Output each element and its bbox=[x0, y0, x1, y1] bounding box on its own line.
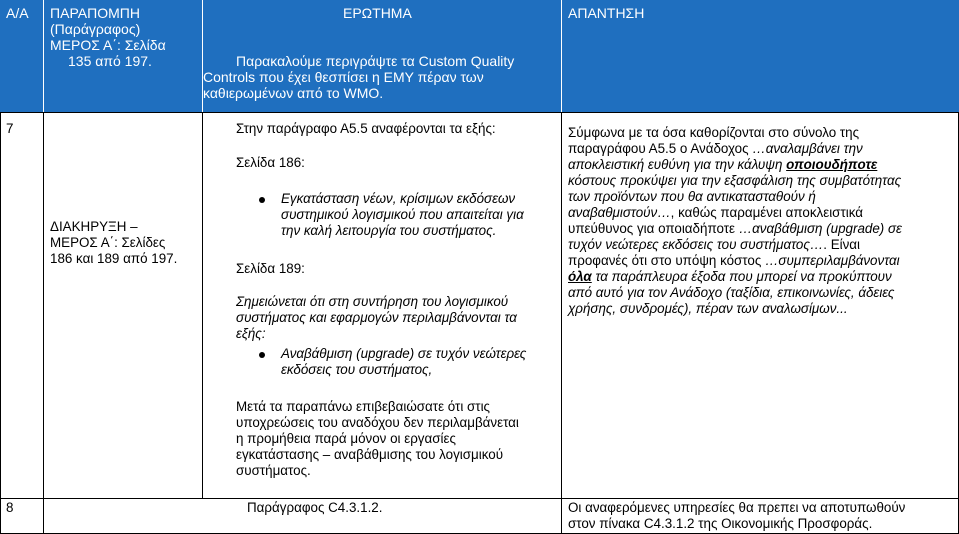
table-border bbox=[0, 112, 959, 113]
table-border bbox=[0, 112, 1, 534]
table-border bbox=[0, 498, 959, 499]
header-aa: Α/Α bbox=[6, 5, 29, 21]
header-question: ΕΡΩΤΗΜΑ bbox=[343, 5, 412, 21]
header-divider bbox=[43, 0, 44, 112]
header-answer: ΑΠΑΝΤΗΣΗ bbox=[568, 5, 645, 21]
table-border bbox=[43, 112, 44, 534]
table-border bbox=[561, 112, 562, 534]
row8-ref: Παράγραφος C4.3.1.2. bbox=[247, 500, 383, 515]
table-border bbox=[202, 112, 203, 498]
bullet-icon bbox=[259, 352, 265, 358]
row7-aa: 7 bbox=[6, 121, 14, 136]
bullet-icon bbox=[259, 197, 265, 203]
header-divider bbox=[561, 0, 562, 112]
row8-aa: 8 bbox=[6, 500, 14, 515]
